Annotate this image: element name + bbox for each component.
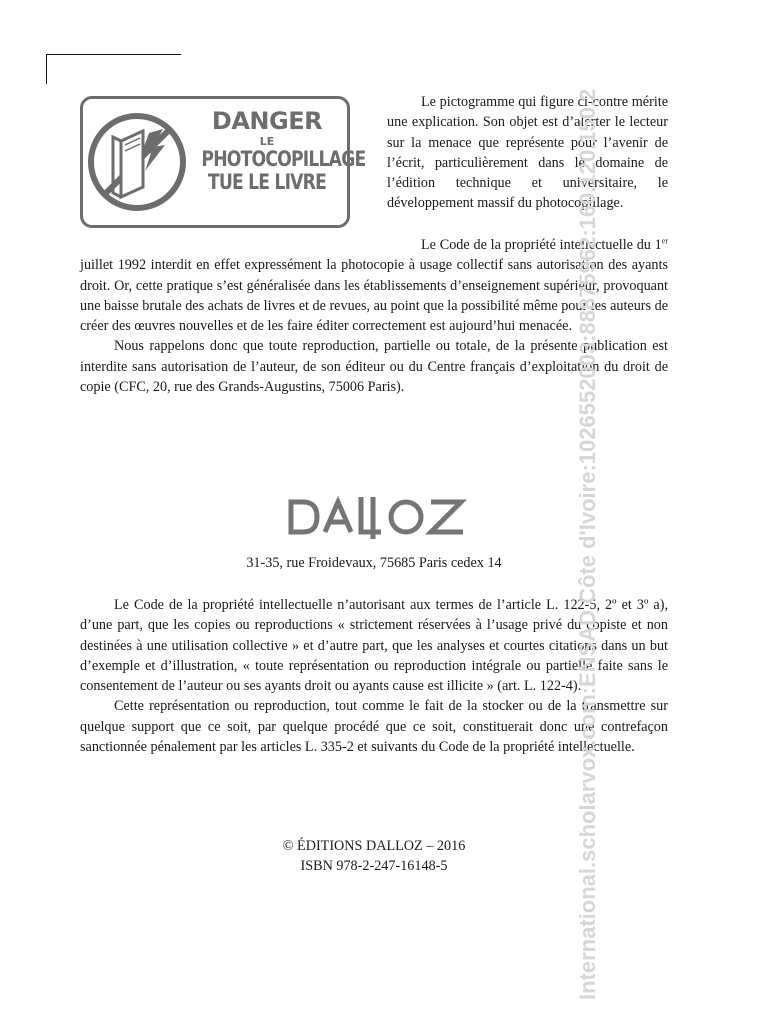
dalloz-logo (287, 495, 467, 539)
no-photocopy-book-icon (83, 99, 187, 225)
isbn-line: ISBN 978-2-247-16148-5 (300, 858, 448, 875)
cpi-paragraph-1-end: juillet 1992 interdit en effet expressément la photocopie à usage collectif sans autorisation des ayants droit. Or, cette pratique s’est généralisée dans les établissements d’enseignement supérieur, provoquant une baisse brutale des achats de livres et de revues, au point que la possibilité même pour les auteurs de créer des œuvres nouvelles et de les faire éditer correctement est aujourd’hui menacée. (80, 257, 668, 335)
danger-line-1: PHOTOCOPILLAGE (201, 147, 366, 171)
legal-paragraph-2: Cette représentation ou reproduction, tout comme le fait de la stocker ou de la transmettre sur quelque support que ce soit, par quelque procédé que ce soit, constituerait donc une contrefaçon sanctionnée pénalement par les articles L. 335-2 et suivants du Code de la propriété intellectuelle. (80, 698, 668, 756)
corner-mark-horizontal (46, 54, 181, 55)
pictogram-explanation (387, 92, 668, 214)
copyright-line: © ÉDITIONS DALLOZ – 2016 (282, 838, 466, 854)
publisher-address: 31-35, rue Froidevaux, 75685 Paris cedex 14 (246, 555, 502, 571)
intro-paragraph: Le pictogramme qui figure ci-contre mérite une explication. Son objet est d’alerter le lecteur sur la menace que représente pour l’avenir de l’écrit, particulièrement dans le domaine de l’édition technique et universitaire, le développement massif du photocopillage. (387, 94, 668, 212)
corner-mark-vertical (46, 54, 47, 84)
cpi-paragraph-1-start: Le Code de la propriété intellectuelle du 1 (421, 237, 662, 253)
cpi-paragraph-2: Nous rappelons donc que toute reproduction, partielle ou totale, de la présente publication est interdite sans autorisation de l’auteur, de son éditeur ou du Centre français d’exploitation du droit de copie (CFC, 20, rue des Grands-Augustins, 75006 Paris). (80, 338, 668, 396)
danger-title: DANGER (211, 107, 323, 135)
danger-slogan (187, 105, 366, 194)
danger-le: LE (259, 135, 275, 148)
danger-line-2: TUE LE LIVRE (207, 170, 327, 194)
danger-pictogram (80, 96, 366, 228)
cpi-paragraph-1-sup: er (661, 236, 668, 246)
legal-paragraph-1: Le Code de la propriété intellectuelle n’autorisant aux termes de l’article L. 122-5, 2º et 3º a), d’une part, que les copies ou reproductions « strictement réservées à l’usage privé du copiste et non destinées à une utilisation collective » et d’autre part, que les analyses et courtes citations dans un but d’exemple et d’illustration, « toute représentation ou reproduction intégrale ou partielle faite sans le consentement de l’auteur ou ses ayants droit ou ayants cause est illicite » (art. L. 122-4). (80, 597, 668, 695)
watermark-text: International.scholarvox.com:ENSAD Côte d'Ivoire:1026552003:88875962:160.120.150.2 (575, 88, 600, 1000)
